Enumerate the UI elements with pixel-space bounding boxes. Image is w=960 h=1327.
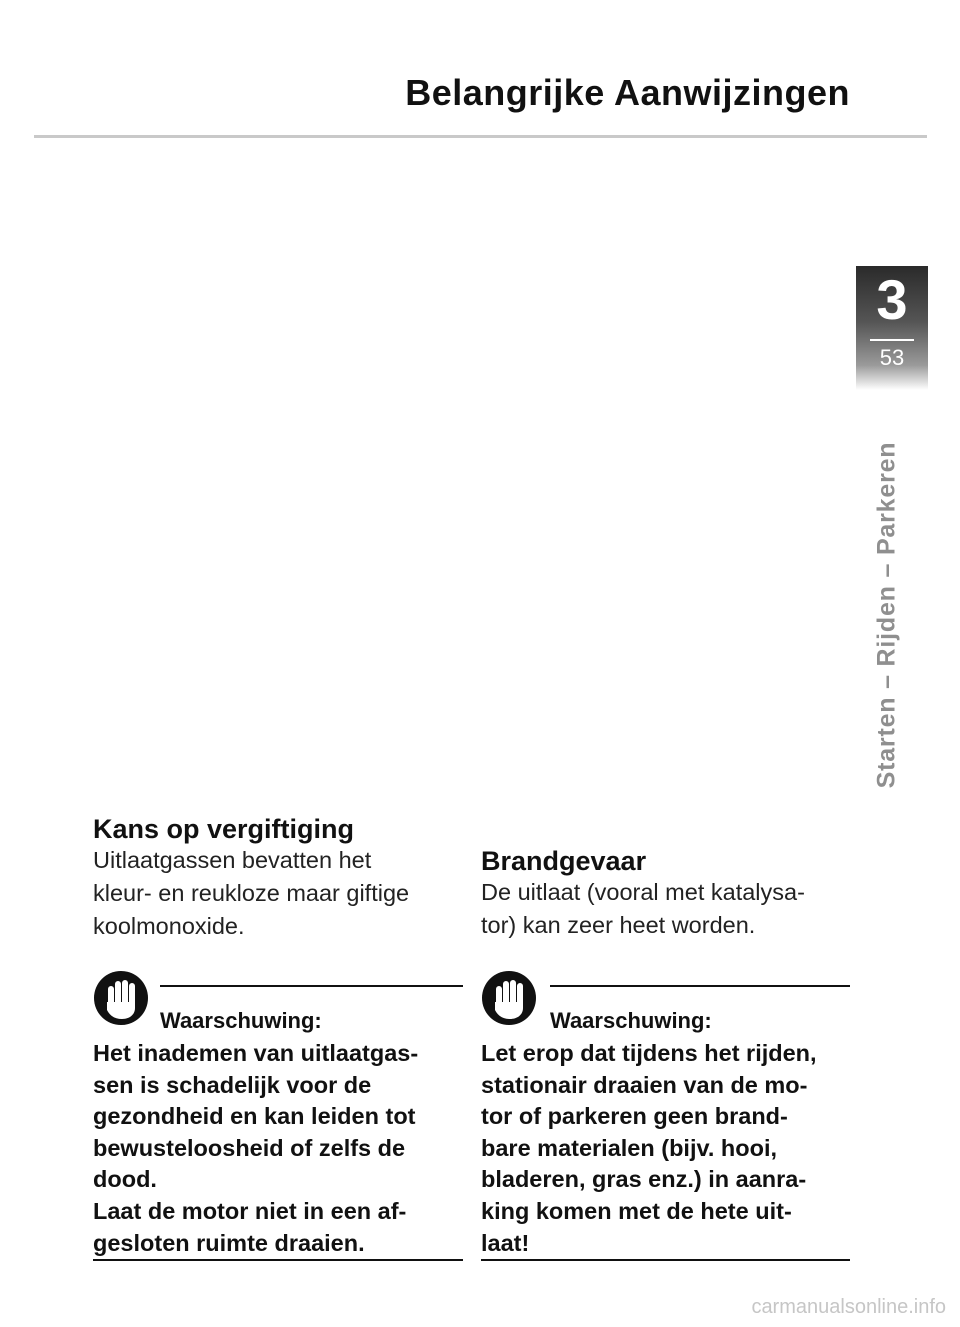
side-label-container — [852, 420, 922, 810]
chapter-number: 3 — [876, 268, 908, 331]
chapter-tab — [856, 266, 928, 390]
body-line: De uitlaat (vooral met katalysa- — [481, 879, 805, 905]
warning-line: stationair draaien van de mo- — [481, 1071, 808, 1098]
warning-line: bladeren, gras enz.) in aanra- — [481, 1166, 807, 1193]
warning-line: Let erop dat tijdens het rijden, — [481, 1040, 817, 1066]
heading-poisoning: Kans op vergiftiging — [93, 814, 355, 844]
warning-line: dood. — [93, 1166, 157, 1193]
warning-line: laat! — [481, 1229, 530, 1256]
chapter-side-label: Starten – Rijden – Parkeren — [872, 441, 901, 789]
body-fire-hazard — [481, 876, 805, 942]
warning-line: Het inademen van uitlaatgas- — [93, 1040, 419, 1066]
warning-label: Waarschuwing: — [160, 1008, 322, 1033]
body-line: Uitlaatgassen bevatten het — [93, 847, 372, 873]
warning-line: bare materialen (bijv. hooi, — [481, 1134, 777, 1161]
chapter-divider — [870, 339, 914, 341]
watermark: carmanualsonline.info — [751, 1296, 946, 1318]
warning-line: gesloten ruimte draaien. — [93, 1229, 365, 1256]
page-number: 53 — [879, 345, 905, 370]
warning-label: Waarschuwing: — [550, 1008, 712, 1033]
page-title: Belangrijke Aanwijzingen — [405, 72, 850, 113]
body-line: kleur- en reukloze maar giftige — [93, 880, 410, 906]
stop-hand-icon — [93, 970, 149, 1026]
heading-fire-hazard: Brandgevaar — [481, 846, 647, 876]
stop-hand-icon — [481, 970, 537, 1026]
warning-line: sen is schadelijk voor de — [93, 1071, 372, 1098]
warning-bottom-rule — [93, 1259, 463, 1261]
body-line: koolmonoxide. — [93, 913, 245, 939]
warning-line: king komen met de hete uit- — [481, 1197, 792, 1224]
warning-line: bewusteloosheid of zelfs de — [93, 1134, 406, 1161]
warning-text-fire-hazard — [481, 1038, 817, 1259]
warning-line: Laat de motor niet in een af- — [93, 1197, 407, 1224]
warning-top-rule — [160, 985, 463, 987]
body-line: tor) kan zeer heet worden. — [481, 912, 756, 938]
warning-line: gezondheid en kan leiden tot — [93, 1103, 416, 1130]
warning-text-poisoning — [93, 1038, 418, 1259]
warning-bottom-rule — [481, 1259, 850, 1261]
title-divider — [34, 135, 927, 138]
body-poisoning — [93, 844, 409, 943]
warning-top-rule — [550, 985, 850, 987]
warning-line: tor of parkeren geen brand- — [481, 1103, 788, 1130]
